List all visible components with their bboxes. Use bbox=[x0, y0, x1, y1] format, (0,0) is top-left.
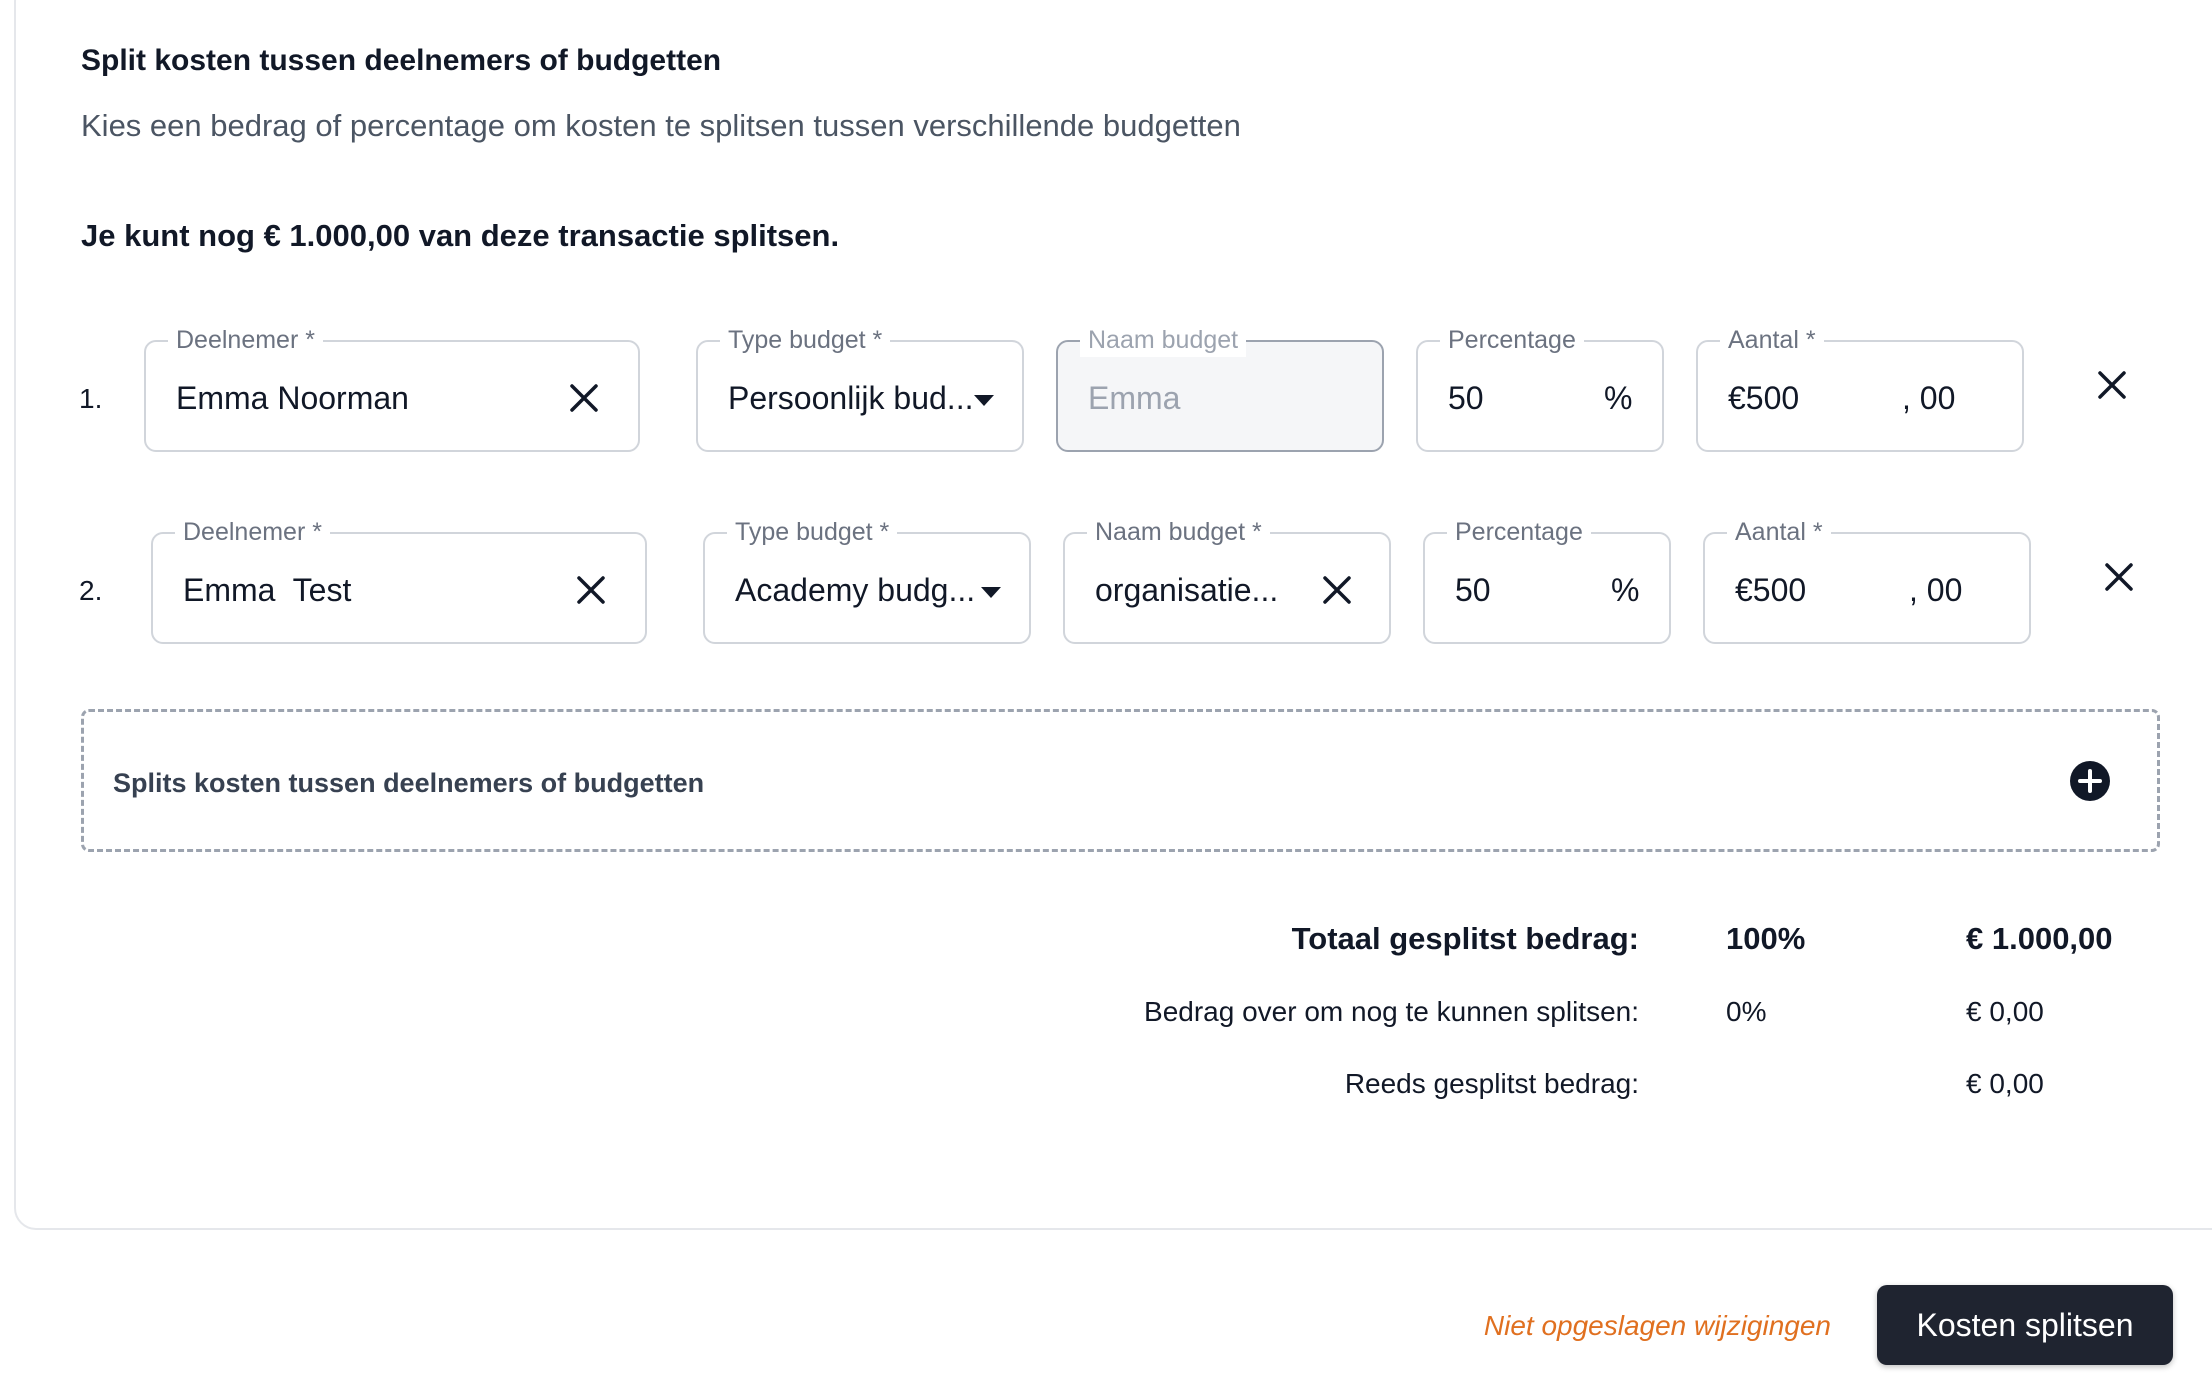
add-split-label: Splits kosten tussen deelnemers of budgetten bbox=[113, 768, 705, 798]
budget-type-label: Type budget * bbox=[727, 515, 897, 549]
add-split-button[interactable] bbox=[81, 709, 2160, 852]
clear-budget-name-icon[interactable] bbox=[1319, 572, 1355, 608]
amount-left-percentage: 0% bbox=[1726, 996, 1767, 1027]
budget-name-value: Emma bbox=[1088, 380, 1181, 416]
remove-row-icon[interactable] bbox=[2094, 367, 2130, 403]
budget-name-field[interactable] bbox=[1063, 518, 1391, 644]
already-split-label: Reeds gesplitst bedrag: bbox=[1344, 1068, 1639, 1099]
participant-field[interactable] bbox=[151, 518, 647, 644]
remove-row-icon[interactable] bbox=[2101, 559, 2137, 595]
participant-value: Emma Test bbox=[183, 572, 352, 608]
budget-type-select[interactable] bbox=[703, 518, 1031, 644]
amount-value: €500 bbox=[1728, 380, 1800, 416]
amount-field[interactable] bbox=[1703, 518, 2031, 644]
budget-name-field bbox=[1056, 326, 1384, 452]
total-split-percentage: 100% bbox=[1726, 921, 1806, 956]
budget-type-value: Persoonlijk bud... bbox=[728, 380, 974, 416]
percentage-label: Percentage bbox=[1440, 323, 1584, 357]
participant-field[interactable] bbox=[144, 326, 640, 452]
percentage-field[interactable] bbox=[1416, 326, 1664, 452]
participant-label: Deelnemer * bbox=[168, 323, 323, 357]
percent-sign: % bbox=[1604, 380, 1633, 416]
budget-type-value: Academy budg... bbox=[735, 572, 976, 608]
percentage-value: 50 bbox=[1455, 572, 1491, 608]
amount-label: Aantal * bbox=[1727, 515, 1831, 549]
amount-decimals[interactable]: , 00 bbox=[1909, 572, 1963, 608]
percent-sign: % bbox=[1611, 572, 1640, 608]
total-split-amount: € 1.000,00 bbox=[1966, 921, 2113, 956]
budget-name-label: Naam budget bbox=[1080, 323, 1246, 357]
amount-label: Aantal * bbox=[1720, 323, 1824, 357]
plus-circle-icon[interactable] bbox=[2069, 760, 2111, 802]
row-number: 2. bbox=[79, 575, 103, 606]
percentage-field[interactable] bbox=[1423, 518, 1671, 644]
total-split-label: Totaal gesplitst bedrag: bbox=[1291, 921, 1639, 956]
already-split-amount: € 0,00 bbox=[1966, 1068, 2044, 1099]
amount-field[interactable] bbox=[1696, 326, 2024, 452]
page-title: Split kosten tussen deelnemers of budgetten bbox=[81, 44, 722, 77]
amount-value: €500 bbox=[1735, 572, 1807, 608]
row-number: 1. bbox=[79, 383, 103, 414]
budget-type-label: Type budget * bbox=[720, 323, 890, 357]
percentage-value: 50 bbox=[1448, 380, 1484, 416]
chevron-down-icon bbox=[974, 395, 994, 406]
amount-left-value: € 0,00 bbox=[1966, 996, 2044, 1027]
chevron-down-icon bbox=[981, 587, 1001, 598]
participant-label: Deelnemer * bbox=[175, 515, 330, 549]
budget-name-value: organisatie... bbox=[1095, 572, 1279, 608]
budget-type-select[interactable] bbox=[696, 326, 1024, 452]
clear-participant-icon[interactable] bbox=[573, 572, 609, 608]
amount-left-label: Bedrag over om nog te kunnen splitsen: bbox=[1144, 996, 1639, 1027]
clear-participant-icon[interactable] bbox=[566, 380, 602, 416]
amount-decimals[interactable]: , 00 bbox=[1902, 380, 1956, 416]
budget-name-label: Naam budget * bbox=[1087, 515, 1270, 549]
remaining-amount-text: Je kunt nog € 1.000,00 van deze transactie splitsen. bbox=[81, 218, 840, 253]
page-subtitle: Kies een bedrag of percentage om kosten te splitsen tussen verschillende budgetten bbox=[81, 108, 1241, 143]
percentage-label: Percentage bbox=[1447, 515, 1591, 549]
split-costs-button[interactable]: Kosten splitsen bbox=[1877, 1285, 2173, 1365]
participant-value: Emma Noorman bbox=[176, 380, 409, 416]
unsaved-changes-text: Niet opgeslagen wijzigingen bbox=[1483, 1310, 1831, 1341]
